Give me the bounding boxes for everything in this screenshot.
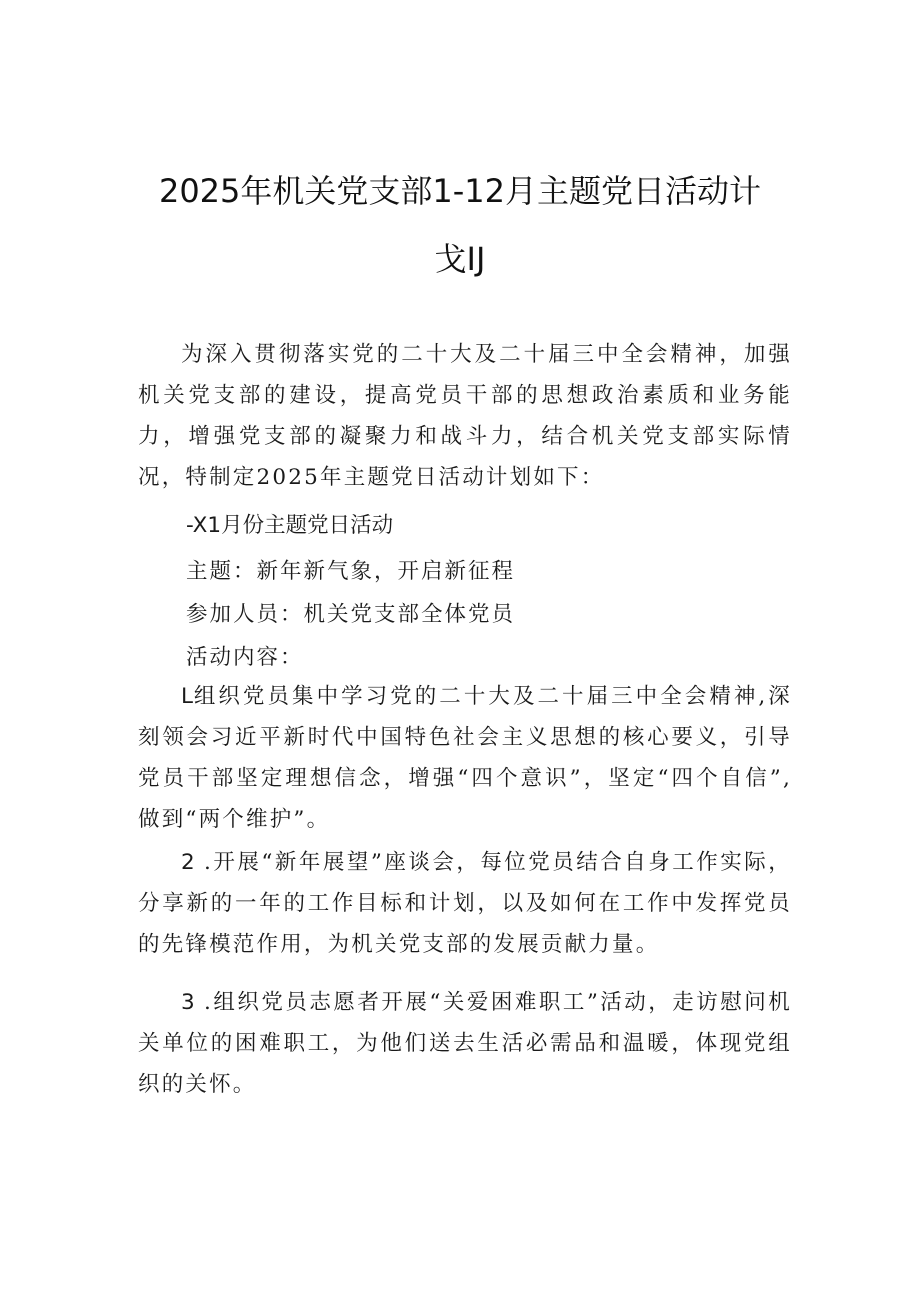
activity-item-text: .组织党员志愿者开展“关爱困难职工”活动，走访慰问机关单位的困难职工，为他们送去生活必需品和温暖，体现党组织的关怀。 bbox=[138, 990, 792, 1097]
intro-paragraph: 为深入贯彻落实党的二十大及二十届三中全会精神，加强机关党支部的建设，提高党员干部的思想政治素质和业务能力，增强党支部的凝聚力和战斗力，结合机关党支部实际情况，特制定2025年主题党日活动计划如下： bbox=[138, 342, 792, 490]
activity-content-label: 活动内容： bbox=[186, 645, 304, 670]
activity-item-paragraph bbox=[138, 982, 792, 1105]
activity-item-paragraph bbox=[138, 676, 792, 840]
document-title-line-2: 戈IJ bbox=[434, 240, 486, 278]
activity-item-paragraph bbox=[138, 842, 792, 965]
document-title-line-1: 2025年机关党支部1-12月主题党日活动计 bbox=[158, 172, 762, 210]
activity-item-number: 2 bbox=[181, 850, 195, 875]
activity-item-number: L bbox=[181, 684, 193, 709]
activity-participants: 参加人员：机关党支部全体党员 bbox=[186, 602, 516, 627]
activity-item-text: 组织党员集中学习党的二十大及二十届三中全会精神,深刻领会习近平新时代中国特色社会主义思想的核心要义，引导党员干部坚定理想信念，增强“四个意识”，坚定“四个自信”,做到“两个维护”。 bbox=[138, 684, 792, 832]
month-heading: -X1月份主题党日活动 bbox=[186, 513, 394, 538]
activity-item-1 bbox=[138, 676, 792, 840]
activity-item-number: 3 bbox=[181, 990, 195, 1015]
activity-item-3 bbox=[138, 982, 792, 1105]
intro-paragraph-block bbox=[138, 334, 792, 498]
activity-theme: 主题：新年新气象，开启新征程 bbox=[186, 559, 516, 584]
activity-item-2 bbox=[138, 842, 792, 965]
activity-item-text: .开展“新年展望”座谈会，每位党员结合自身工作实际，分享新的一年的工作目标和计划，以及如何在工作中发挥党员的先锋模范作用，为机关党支部的发展贡献力量。 bbox=[138, 850, 792, 957]
